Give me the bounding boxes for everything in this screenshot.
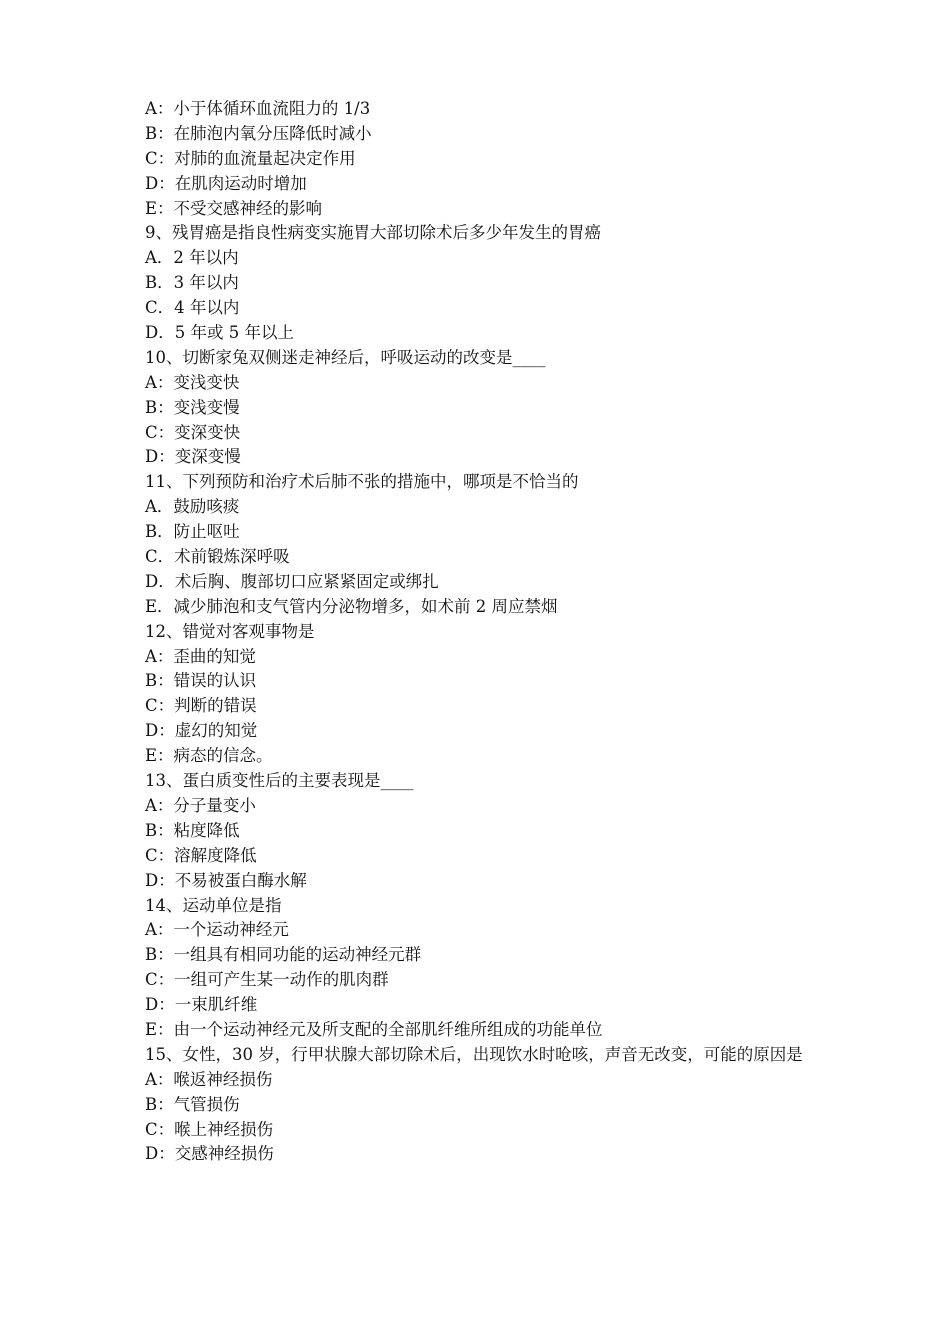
option-line: A：一个运动神经元: [145, 920, 289, 940]
option-line: C：对肺的血流量起决定作用: [145, 148, 356, 168]
option-line: A：喉返神经损伤: [145, 1069, 273, 1089]
question-15: 15、女性，30 岁，行甲状腺大部切除术后，出现饮水时呛咳，声音无改变，可能的原因是: [145, 1044, 803, 1064]
option-line: A．2 年以内: [145, 248, 239, 268]
option-line: D：不易被蛋白酶水解: [145, 870, 307, 890]
option-line: C：溶解度降低: [145, 845, 257, 865]
option-line: D：虚幻的知觉: [145, 721, 258, 741]
option-line: A：变浅变快: [145, 372, 240, 392]
document-page: [145, 97, 810, 1167]
option-line: B．防止呕吐: [145, 522, 240, 542]
question-12: 12、错觉对客观事物是: [145, 621, 315, 641]
option-line: B．3 年以内: [145, 273, 239, 293]
option-line: A．鼓励咳痰: [145, 497, 240, 517]
option-line: D．5 年或 5 年以上: [145, 323, 294, 343]
option-line: D：在肌肉运动时增加: [145, 173, 307, 193]
option-line: C：变深变快: [145, 422, 241, 442]
option-line: C：判断的错误: [145, 696, 257, 716]
option-line: E：不受交感神经的影响: [145, 198, 323, 218]
question-9: 9、残胃癌是指良性病变实施胃大部切除术后多少年发生的胃癌: [145, 223, 601, 243]
option-line: B：一组具有相同功能的运动神经元群: [145, 945, 422, 965]
option-line: D．术后胸、腹部切口应紧紧固定或绑扎: [145, 571, 439, 591]
option-line: B：在肺泡内氧分压降低时减小: [145, 123, 372, 143]
question-13: 13、蛋白质变性后的主要表现是____: [145, 771, 414, 791]
option-line: D：变深变慢: [145, 447, 241, 467]
option-line: C：喉上神经损伤: [145, 1119, 274, 1139]
option-line: B：错误的认识: [145, 671, 257, 691]
option-line: A：小于体循环血流阻力的 1/3: [145, 99, 371, 118]
question-10: 10、切断家兔双侧迷走神经后，呼吸运动的改变是____: [145, 347, 546, 367]
option-line: E：由一个运动神经元及所支配的全部肌纤维所组成的功能单位: [145, 1019, 603, 1039]
option-line: B：粘度降低: [145, 820, 240, 840]
question-14: 14、运动单位是指: [145, 895, 282, 915]
question-11: 11、下列预防和治疗术后肺不张的措施中，哪项是不恰当的: [145, 472, 579, 492]
option-line: B：变浅变慢: [145, 397, 240, 417]
option-line: E：病态的信念。: [145, 746, 273, 766]
option-line: D：交感神经损伤: [145, 1144, 274, 1164]
option-line: C．术前锻炼深呼吸: [145, 547, 290, 567]
option-line: C：一组可产生某一动作的肌肉群: [145, 970, 389, 990]
option-line: A：分子量变小: [145, 795, 256, 815]
option-line: C．4 年以内: [145, 298, 240, 318]
option-line: B：气管损伤: [145, 1094, 240, 1114]
option-line: A：歪曲的知觉: [145, 646, 256, 666]
option-line: E．减少肺泡和支气管内分泌物增多，如术前 2 周应禁烟: [145, 596, 558, 616]
option-line: D：一束肌纤维: [145, 995, 258, 1015]
